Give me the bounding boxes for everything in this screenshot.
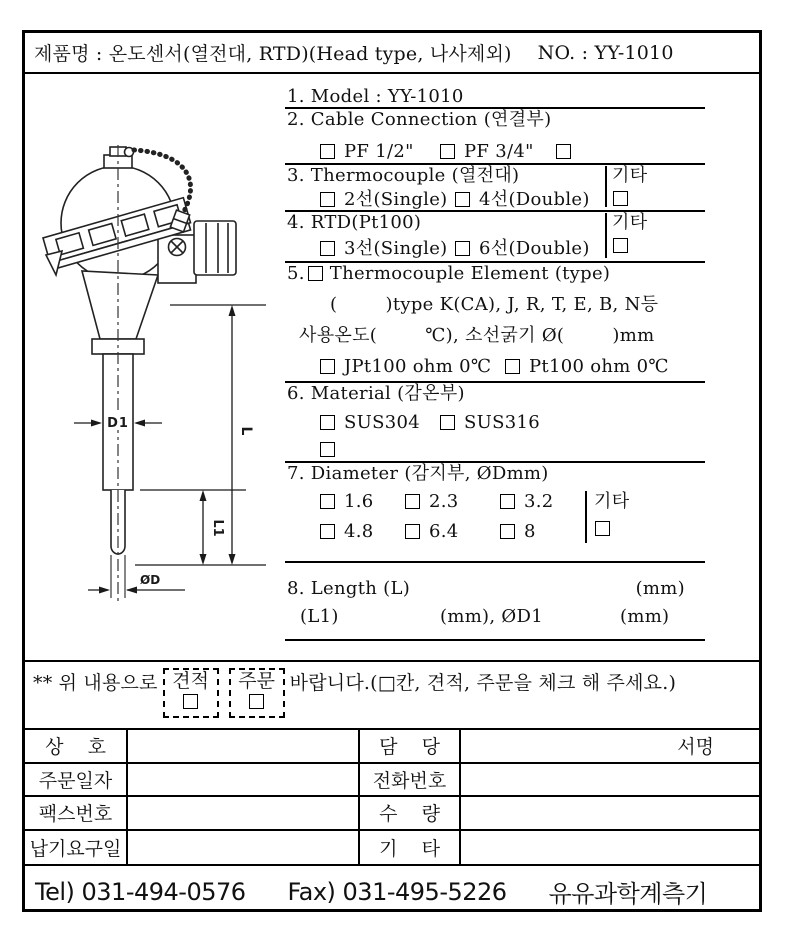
length-unit: (mm) [635,578,685,599]
quote-box[interactable] [163,668,219,718]
lid-flap [46,251,62,275]
form-number: NO. : YY-1010 [537,41,674,64]
diameter-etc [585,491,629,543]
spec-length [285,578,705,641]
l1-unit-d1-label: (mm), ØD1 [440,606,543,627]
option-label: SUS304 [344,412,420,433]
note-prefix: ** 위 내용으로 [33,672,158,694]
fax-number: Fax) 031-495-5226 [287,877,507,906]
field-company[interactable] [128,730,360,764]
etc-label: 기타 [612,165,648,186]
field-contact-sign[interactable]: 서명 [461,730,759,764]
form-footer [25,864,759,917]
form-header [25,33,759,74]
spec-diameter-title: 7. Diameter (감지부, ØDmm) [287,463,549,484]
hex-fitting [194,221,236,275]
l1-label: (L1) [300,606,339,627]
option-label: 3.2 [524,491,554,512]
spec-element-num: 5. [287,263,305,284]
dim-label-od: ØD [140,573,161,587]
checkbox-2wire-single[interactable] [320,192,335,207]
label-contact: 담 당 [360,730,461,764]
checkbox-sus304[interactable] [320,415,335,430]
rtd-etc [605,213,647,258]
option-label: 3선(Single) [344,238,448,259]
field-phone[interactable] [461,764,759,798]
field-etc[interactable] [461,831,759,865]
label-phone: 전화번호 [360,764,461,798]
option-label: PF 3/4" [464,141,534,162]
checkbox-material-other[interactable] [320,442,335,457]
option-label: 4선(Double) [479,189,590,210]
element-temp-line: 사용온도( ℃), 소선굵기 Ø( )mm [299,325,655,346]
dim-label-l: L [238,426,254,436]
element-type-line: ( )type K(CA), J, R, T, E, B, N등 [330,294,659,315]
checkbox-pf-other[interactable] [556,144,571,159]
checkbox-pf-3-4[interactable] [440,144,455,159]
checkbox-sus316[interactable] [440,415,455,430]
thermocouple-etc [605,166,647,207]
field-delivery-date[interactable] [128,831,360,865]
spec-material [285,383,705,463]
d1-unit: (mm) [620,606,670,627]
order-label: 주문 [238,670,276,692]
field-fax[interactable] [128,797,360,831]
checkbox-d1-6[interactable] [320,494,335,509]
option-label: 4.8 [344,521,374,542]
order-box[interactable] [229,668,285,718]
spec-model-title: 1. Model : YY-1010 [287,86,464,107]
option-label: 2.3 [429,491,459,512]
spec-thermocouple [285,165,705,212]
form-frame [22,30,762,912]
dim-label-d1: D1 [107,416,129,431]
quote-label: 견적 [172,670,210,692]
label-order-date: 주문일자 [25,764,128,798]
checkbox-element[interactable] [308,266,323,281]
spec-element [285,263,705,383]
label-company: 상 호 [25,730,128,764]
checkbox-thermocouple-etc[interactable] [613,191,628,206]
spec-element-title: Thermocouple Element (type) [329,263,611,284]
option-label: 8 [524,521,536,542]
label-delivery-date: 납기요구일 [25,831,128,865]
option-label: SUS316 [464,412,540,433]
spec-cable-connection [285,109,705,165]
tel-number: Tel) 031-494-0576 [35,877,246,906]
option-label: Pt100 ohm 0℃ [529,356,669,377]
note-suffix: 바랍니다.(□칸, 견적, 주문을 체크 해 주세요.) [289,672,677,694]
form-body [25,74,759,660]
checkbox-3wire-single[interactable] [320,241,335,256]
sensor-diagram [30,143,280,613]
checkbox-d8[interactable] [500,524,515,539]
option-label: JPt100 ohm 0℃ [344,356,492,377]
field-quantity[interactable] [461,797,759,831]
spec-diameter [285,463,705,563]
field-order-date[interactable] [128,764,360,798]
spec-rtd-title: 4. RTD(Pt100) [287,212,422,233]
checkbox-d2-3[interactable] [405,494,420,509]
option-label: 6.4 [429,521,459,542]
label-fax: 팩스번호 [25,797,128,831]
option-label: PF 1/2" [344,141,414,162]
checkbox-jpt100[interactable] [320,359,335,374]
checkbox-6wire-double[interactable] [455,241,470,256]
checkbox-d6-4[interactable] [405,524,420,539]
checkbox-rtd-etc[interactable] [613,238,628,253]
spec-model [285,86,705,109]
head-body [82,271,158,339]
company-name: 유유과학계측기 [548,880,708,908]
spec-thermocouple-title: 3. Thermocouple (열전대) [287,165,520,186]
spec-cable-title: 2. Cable Connection (연결부) [287,109,552,130]
spec-list [285,86,705,641]
checkbox-pt100[interactable] [505,359,520,374]
order-table [25,728,759,864]
spec-rtd [285,212,705,263]
option-label: 2선(Single) [344,189,448,210]
spec-material-title: 6. Material (감온부) [287,383,465,404]
option-label: 1.6 [344,491,374,512]
length-label: 8. Length (L) [287,578,411,599]
label-quantity: 수 량 [360,797,461,831]
etc-label: 기타 [612,212,648,233]
checkbox-d3-2[interactable] [500,494,515,509]
label-etc: 기 타 [360,831,461,865]
etc-label: 기타 [594,491,630,512]
checkbox-pf-1-2[interactable] [320,144,335,159]
product-name: 제품명 : 온도센서(열전대, RTD)(Head type, 나사제외) [34,43,512,65]
checkbox-diameter-etc[interactable] [595,521,610,536]
checkbox-order[interactable] [249,694,264,709]
checkbox-4wire-double[interactable] [455,192,470,207]
note-row [25,660,759,728]
dim-label-l1: L1 [210,519,225,537]
checkbox-d4-8[interactable] [320,524,335,539]
option-label: 6선(Double) [479,238,590,259]
checkbox-quote[interactable] [183,694,198,709]
